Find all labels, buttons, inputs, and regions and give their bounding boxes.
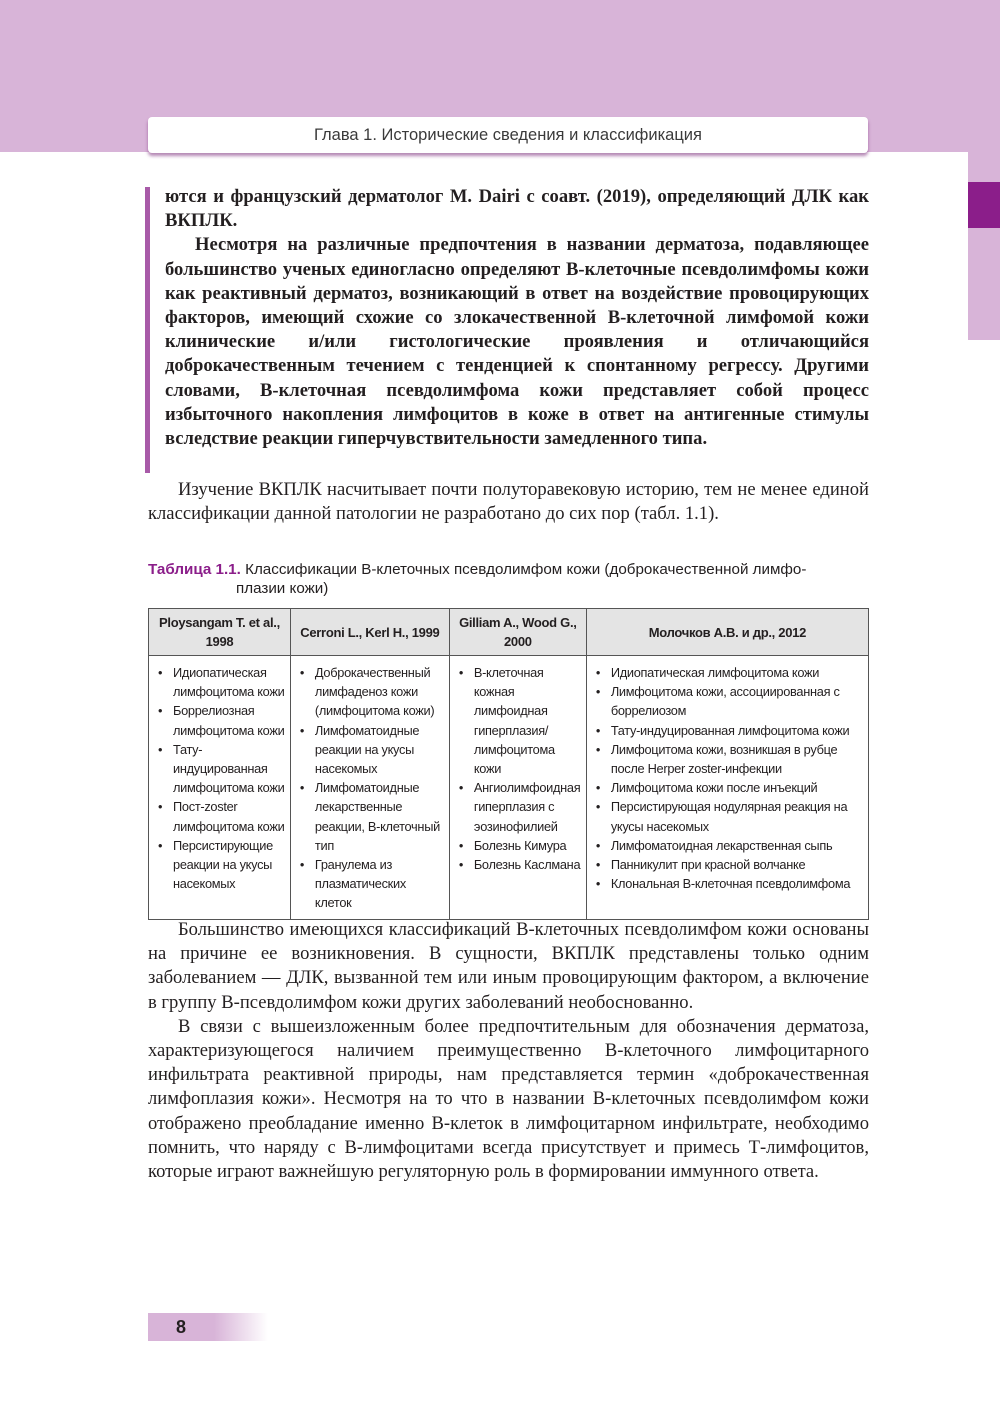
table-list-item: • В-клеточная кожная лимфоидная гиперплазия/лимфоцитома кожи	[454, 663, 582, 778]
table-caption	[148, 560, 869, 598]
table-list-item: • Клональная В-клеточная псевдолимфома	[591, 874, 864, 893]
chapter-tab-marker	[968, 182, 1000, 228]
body-paragraph: Большинство имеющихся классификаций В-клеточных псевдолимфом кожи основаны на причине ее возникновения. В сущности, ВКПЛК представлены только одним заболеванием — ДЛК, вызванной тем или иным провоцирующим фактором, а включение в группу В-псевдолимфом кожи других заболеваний необоснованно.	[148, 919, 869, 1013]
table-caption-line2: плазии кожи)	[236, 580, 329, 597]
side-decor-band	[968, 0, 1000, 340]
table-cell-col3	[449, 656, 586, 920]
highlight-bar	[145, 187, 150, 473]
table-list-item: • Тату-индуцированная лимфоцитома кожи	[591, 721, 864, 740]
body-paragraph: В связи с вышеизложенным более предпочтительным для обозначения дерматоза, характеризующегося наличием преимущественно В-клеточного лимфоцитарного инфильтрата реактивной природы, нам представляется термин «доброкачественная лимфоплазия кожи». Несмотря на то что в названии В-клеточных псевдолимфом кожи отображено преобладание именно В-клеток в лимфоцитарном инфильтрате, необходимо помнить, что наряду с В-лимфоцитами всегда присутствует и примесь Т-лимфоцитов, которые играют важнейшую регуляторную роль в формировании иммунного ответа.	[148, 1015, 869, 1183]
bold-paragraph: ются и французский дерматолог M. Dairi с соавт. (2019), определяющий ДЛК как ВКПЛК.	[165, 186, 869, 232]
table-row	[149, 656, 869, 920]
table-list-item: • Боррелиозная лимфоцитома кожи	[153, 701, 286, 739]
table-list-item: • Гранулема из плазматических клеток	[295, 855, 445, 913]
table-list-item: • Тату-индуцированная лимфоцитома кожи	[153, 740, 286, 798]
intro-paragraph: Изучение ВКПЛК насчитывает почти полуторавековую историю, тем не менее единой классификации данной патологии не разработано до сих пор (табл. 1.1).	[148, 479, 869, 525]
highlighted-text-block	[148, 185, 869, 451]
table-cell-col4	[586, 656, 868, 920]
table-list-item: • Ангиолимфоидная гиперплазия с эозинофилией	[454, 778, 582, 836]
table-header-row	[149, 609, 869, 656]
classification-table	[148, 608, 869, 920]
table-header-cell: Молочков А.В. и др., 2012	[586, 609, 868, 656]
table-list-item: • Идиопатическая лимфоцитома кожи	[591, 663, 864, 682]
intro-text	[148, 478, 869, 526]
table-list-item: • Персистирующая нодулярная реакция на укусы насекомых	[591, 797, 864, 835]
table-list-item: • Панникулит при красной волчанке	[591, 855, 864, 874]
table-header-cell: Gilliam A., Wood G., 2000	[449, 609, 586, 656]
running-header	[148, 117, 868, 153]
body-text	[148, 918, 869, 1184]
table-list-item: • Идиопатическая лимфоцитома кожи	[153, 663, 286, 701]
table-label: Таблица 1.1.	[148, 561, 241, 578]
table-list-item: • Лимфоматоидные реакции на укусы насекомых	[295, 721, 445, 779]
table-list-item: • Лимфоматоидная лекарственная сыпь	[591, 836, 864, 855]
table-cell-col1	[149, 656, 291, 920]
table-list-item: • Лимфоматоидные лекарственные реакции, В-клеточный тип	[295, 778, 445, 855]
table-header-cell: Ploysangam T. et al., 1998	[149, 609, 291, 656]
running-header-title: Глава 1. Исторические сведения и классификация	[314, 125, 702, 144]
table-list-item: • Доброкачественный лимфаденоз кожи (лимфоцитома кожи)	[295, 663, 445, 721]
table-list-item: • Болезнь Каслмана	[454, 855, 582, 874]
table-list-item: • Лимфоцитома кожи, ассоциированная с боррелиозом	[591, 682, 864, 720]
table-list-item: • Лимфоцитома кожи, возникшая в рубце после Herper zoster-инфекции	[591, 740, 864, 778]
table-header-cell: Cerroni L., Kerl H., 1999	[290, 609, 449, 656]
table-list-item: • Болезнь Кимура	[454, 836, 582, 855]
page-number: 8	[175, 1316, 186, 1337]
table-cell-col2	[290, 656, 449, 920]
table-caption-line1: Классификации В-клеточных псевдолимфом кожи (доброкачественной лимфо-	[245, 561, 807, 578]
table-list-item: • Персистирующие реакции на укусы насекомых	[153, 836, 286, 894]
table-list-item: • Лимфоцитома кожи после инъекций	[591, 778, 864, 797]
bold-paragraph: Несмотря на различные предпочтения в названии дерматоза, подавляющее большинство ученых единогласно определяют В-клеточные псевдолимфомы кожи как реактивный дерматоз, возникающий в ответ на воздействие провоцирующих факторов, имеющий схожие со злокачественной В-клеточной лимфомой кожи клинические и/или гистологические проявления и отличающийся доброкачественным течением с тенденцией к спонтанному регрессу. Другими словами, В-клеточная псевдолимфома кожи представляет собой процесс избыточного накопления лимфоцитов в коже в ответ на антигенные стимулы вследствие реакции гиперчувствительности замедленного типа.	[165, 234, 869, 450]
table-list-item: • Пост-zoster лимфоцитома кожи	[153, 797, 286, 835]
